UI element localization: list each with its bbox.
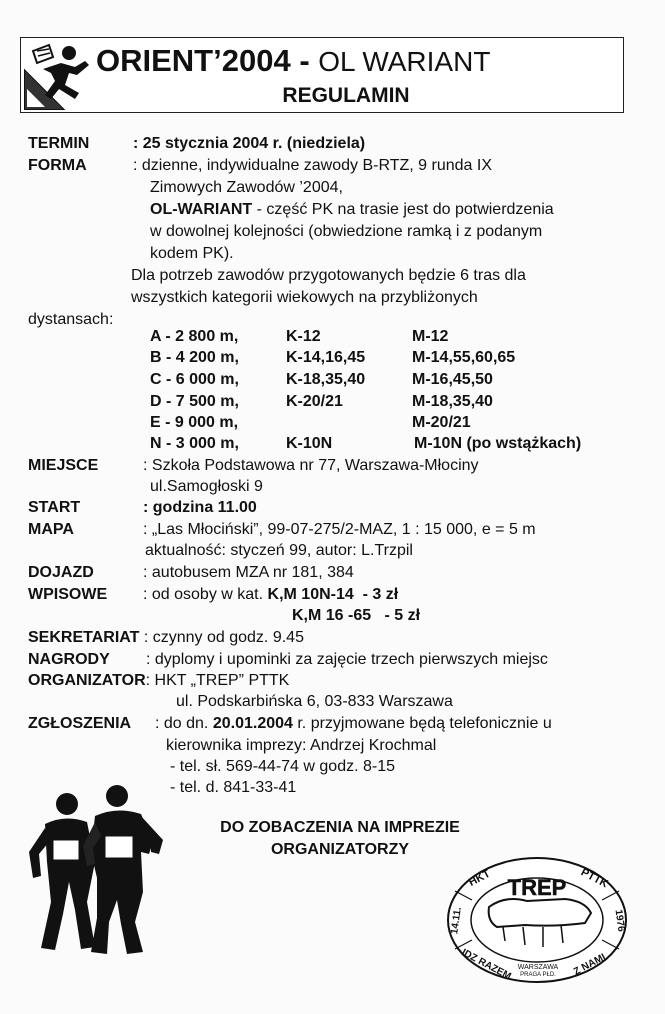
runners-illustration-icon xyxy=(25,782,170,957)
forma-line2: Zimowych Zawodów ’2004, xyxy=(150,179,343,196)
route-e-m: M-20/21 xyxy=(412,414,471,431)
route-b-distance: B - 4 200 m, xyxy=(150,349,239,366)
nagrody-value: : dyplomy i upominki za zajęcie trzech pierwszych miejsc xyxy=(146,651,548,668)
dojazd-label: DOJAZD xyxy=(28,564,94,581)
miejsce-line1: : Szkoła Podstawowa nr 77, Warszawa-Młociny xyxy=(143,457,479,474)
club-stamp-icon xyxy=(445,855,630,985)
start-label: START xyxy=(28,499,81,516)
forma-line3-rest: - część PK na trasie jest do potwierdzenia xyxy=(252,201,554,218)
forma-line5: kodem PK). xyxy=(150,245,234,262)
forma-line3 xyxy=(150,200,554,220)
header-box xyxy=(20,37,624,113)
miejsce-label: MIEJSCE xyxy=(28,457,99,474)
route-n-distance: N - 3 000 m, xyxy=(150,435,239,452)
page-subtitle: REGULAMIN xyxy=(282,84,410,107)
wpisowe-line1 xyxy=(143,585,398,605)
route-d-k: K-20/21 xyxy=(286,393,343,410)
sekretariat-value: : czynny od godz. 9.45 xyxy=(143,629,304,646)
wpisowe-fee-1: K,M 10N-14 - 3 zł xyxy=(267,586,399,603)
stamp-bottom-right: Z NAMI xyxy=(572,951,608,978)
zgloszenia-date: 20.01.2004 xyxy=(212,715,293,732)
organizator-line1: : HKT „TREP” PTTK xyxy=(145,672,290,689)
nagrody-label: NAGRODY xyxy=(28,651,110,668)
page-title xyxy=(96,43,490,80)
title-separator: - xyxy=(290,43,319,78)
mapa-line1: : „Las Młociński”, 99-07-275/2-MAZ, 1 : 15 000, e = 5 m xyxy=(143,521,536,538)
stamp-center: TREP xyxy=(507,875,567,900)
forma-line7: wszystkich kategorii wiekowych na przybliżonych xyxy=(131,289,478,306)
zgloszenia-line4: - tel. d. 841-33-41 xyxy=(170,779,297,796)
stamp-left: 14.11. xyxy=(449,906,464,935)
ol-wariant-term: OL-WARIANT xyxy=(150,201,253,218)
route-b-k: K-14,16,45 xyxy=(286,349,366,366)
route-c-k: K-18,35,40 xyxy=(286,371,366,388)
zgloszenia-label: ZGŁOSZENIA xyxy=(28,715,132,732)
route-d-m: M-18,35,40 xyxy=(412,393,493,410)
forma-line8: dystansach: xyxy=(28,311,114,328)
route-a-m: M-12 xyxy=(412,328,449,345)
route-b-m: M-14,55,60,65 xyxy=(412,349,516,366)
zgloszenia-line1 xyxy=(155,714,552,734)
route-e-distance: E - 9 000 m, xyxy=(150,414,239,431)
title-sub: OL WARIANT xyxy=(318,46,491,77)
wpisowe-label: WPISOWE xyxy=(28,586,108,603)
stamp-right: 1976 xyxy=(612,908,627,933)
forma-line4: w dowolnej kolejności (obwiedzione ramką i z podanym xyxy=(150,223,543,240)
forma-label: FORMA xyxy=(28,157,87,174)
dojazd-value: : autobusem MZA nr 181, 384 xyxy=(143,564,354,581)
route-a-k: K-12 xyxy=(286,328,321,345)
forma-line1: : dzienne, indywidualne zawody B-RTZ, 9 runda IX xyxy=(133,157,493,174)
sekretariat-label: SEKRETARIAT xyxy=(28,629,140,646)
mapa-line2: aktualność: styczeń 99, autor: L.Trzpil xyxy=(145,542,413,559)
zgloszenia-post: r. przyjmowane będą telefonicznie u xyxy=(292,715,552,732)
zgloszenia-line2: kierownika imprezy: Andrzej Krochmal xyxy=(166,737,437,754)
route-a-distance: A - 2 800 m, xyxy=(150,328,239,345)
stamp-bottom-center-1: WARSZAWA xyxy=(517,964,559,971)
route-n-k: K-10N xyxy=(286,435,333,452)
forma-line6: Dla potrzeb zawodów przygotowanych będzie 6 tras dla xyxy=(131,267,526,284)
route-n-m: M-10N (po wstążkach) xyxy=(414,435,582,452)
organizator-row xyxy=(28,671,289,691)
organizator-line2: ul. Podskarbińska 6, 03-833 Warszawa xyxy=(176,693,453,710)
termin-value: : 25 stycznia 2004 r. (niedziela) xyxy=(133,135,366,152)
termin-label: TERMIN xyxy=(28,135,90,152)
sekretariat-row xyxy=(28,628,304,648)
footer-line1: DO ZOBACZENIA NA IMPREZIE xyxy=(220,819,460,836)
footer-line2: ORGANIZATORZY xyxy=(270,841,410,858)
start-value: : godzina 11.00 xyxy=(143,499,257,516)
stamp-top-left: HKT xyxy=(466,867,493,889)
organizator-label: ORGANIZATOR xyxy=(28,672,146,689)
wpisowe-fee-2: K,M 16 -65 - 5 zł xyxy=(292,607,421,624)
zgloszenia-pre: : do dn. xyxy=(155,715,213,732)
wpisowe-pre: : od osoby w kat. xyxy=(143,586,268,603)
stamp-bottom-left: IDZ RAZEM xyxy=(459,947,513,983)
stamp-bottom-center-2: PRAGA PŁD. xyxy=(520,972,556,978)
route-c-m: M-16,45,50 xyxy=(412,371,493,388)
route-c-distance: C - 6 000 m, xyxy=(150,371,239,388)
miejsce-line2: ul.Samogłoski 9 xyxy=(150,478,263,495)
zgloszenia-line3: - tel. sł. 569-44-74 w godz. 8-15 xyxy=(170,758,396,775)
route-d-distance: D - 7 500 m, xyxy=(150,393,239,410)
mapa-label: MAPA xyxy=(28,521,74,538)
stamp-top-right: PTTK xyxy=(578,866,610,891)
title-main: ORIENT’2004 xyxy=(96,43,291,78)
